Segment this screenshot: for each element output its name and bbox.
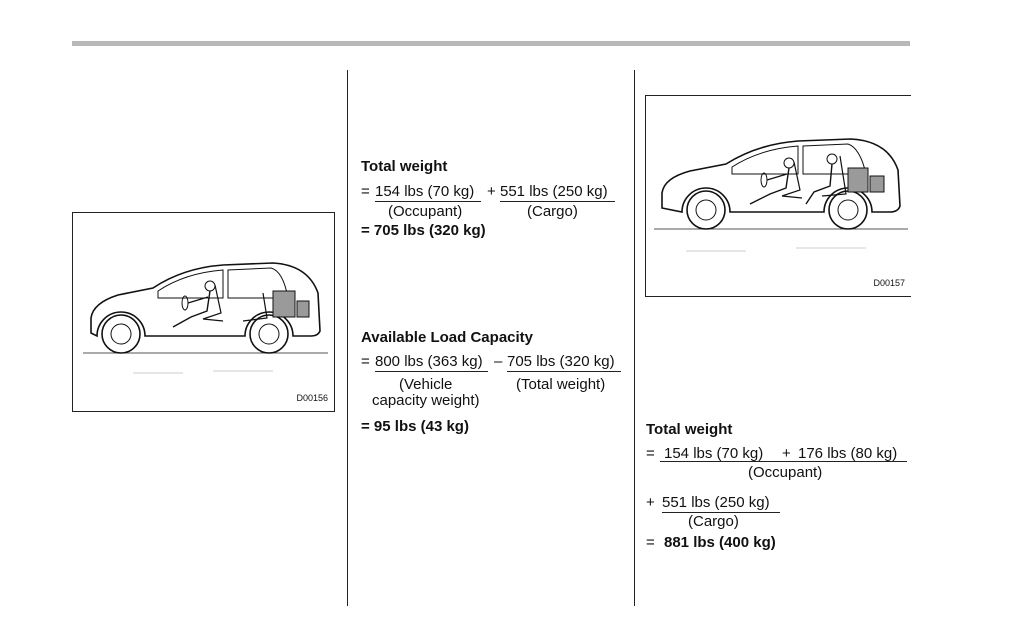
eq3-occupant2-value: 176 lbs (80 kg) (798, 445, 898, 462)
eq1-plus: + (487, 183, 496, 200)
figure-code: D00156 (296, 393, 328, 403)
column-divider-right (634, 70, 635, 606)
eq2-capacity-label-line2: capacity weight) (372, 392, 480, 409)
vehicle-illustration (73, 213, 334, 411)
figure-vehicle-one-occupant (72, 212, 335, 412)
eq3-result: 881 lbs (400 kg) (664, 534, 776, 551)
eq3-plus-cargo: + (646, 494, 655, 511)
eq1-cargo-label: (Cargo) (527, 203, 578, 220)
total-weight-heading: Total weight (361, 158, 448, 175)
eq1-occupant-value: 154 lbs (70 kg) (375, 183, 481, 202)
figure-code: D00157 (873, 278, 905, 288)
eq2-capacity-value: 800 lbs (363 kg) (375, 353, 488, 372)
eq2-result: = 95 lbs (43 kg) (361, 418, 469, 435)
eq3-occupant1-value: 154 lbs (70 kg) (664, 445, 764, 462)
eq2-minus: – (494, 353, 503, 370)
eq3-result-prefix: = (646, 534, 655, 551)
eq2-total-weight-label: (Total weight) (516, 376, 606, 393)
available-load-capacity-heading: Available Load Capacity (361, 329, 534, 346)
eq2-capacity-label-line1: (Vehicle (399, 376, 453, 393)
eq1-prefix: = (361, 183, 370, 200)
eq1-result: = 705 lbs (320 kg) (361, 222, 486, 239)
column-divider-left (347, 70, 348, 606)
eq3-cargo-value: 551 lbs (250 kg) (662, 494, 780, 513)
eq3-occupant-label: (Occupant) (748, 464, 823, 481)
eq3-prefix: = (646, 445, 655, 462)
eq1-cargo-value: 551 lbs (250 kg) (500, 183, 615, 202)
eq3-cargo-label: (Cargo) (688, 513, 739, 530)
eq1-occupant-label: (Occupant) (388, 203, 463, 220)
vehicle-illustration (646, 96, 911, 296)
eq2-prefix: = (361, 353, 370, 370)
figure-vehicle-two-occupants (645, 95, 911, 297)
header-rule (72, 41, 910, 46)
total-weight-heading: Total weight (646, 421, 733, 438)
eq3-plus: + (782, 445, 791, 462)
eq2-total-weight-value: 705 lbs (320 kg) (507, 353, 621, 372)
